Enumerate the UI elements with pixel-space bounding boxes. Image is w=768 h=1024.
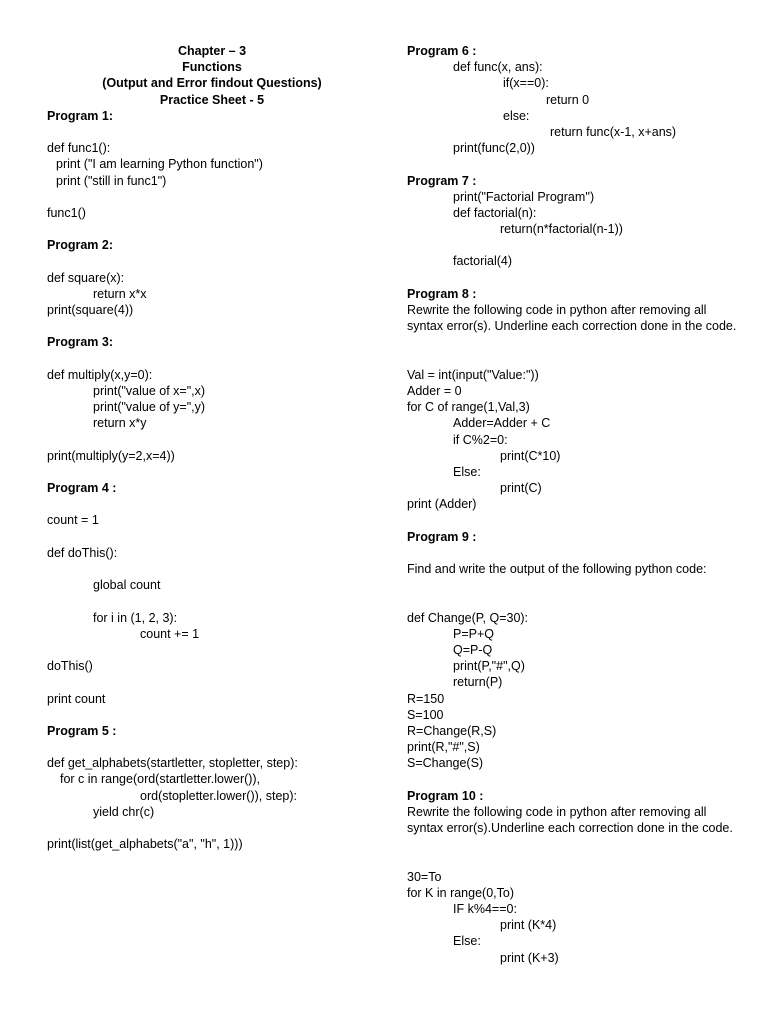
code-line: print("Factorial Program'')	[453, 189, 595, 204]
code-line: print ("I am learning Python function")	[56, 157, 263, 172]
program-4-title: Program 4 :	[47, 481, 117, 496]
code-line: def func1():	[47, 141, 111, 156]
code-line: else:	[503, 108, 530, 123]
code-line: print(P,"#",Q)	[453, 659, 525, 674]
code-line: Q=P-Q	[453, 642, 493, 657]
code-line: S=100	[407, 707, 444, 722]
program-2-title: Program 2:	[47, 238, 113, 253]
code-line: return 0	[546, 92, 590, 107]
code-line: if(x==0):	[503, 76, 549, 91]
code-line: if C%2=0:	[453, 432, 508, 447]
chapter-heading: Chapter – 3	[177, 44, 247, 58]
code-line: Adder = 0	[407, 383, 462, 398]
code-line: for i in (1, 2, 3):	[93, 610, 178, 625]
code-line: R=Change(R,S)	[407, 723, 497, 738]
program-6-title: Program 6 :	[407, 44, 477, 58]
program-9-title: Program 9 :	[407, 529, 477, 544]
code-line: print (K*4)	[500, 918, 557, 933]
code-line: return x*y	[93, 416, 147, 431]
program-3-title: Program 3:	[47, 335, 113, 350]
code-line: IF k%4==0:	[453, 902, 517, 917]
program-10-title: Program 10 :	[407, 788, 484, 803]
code-line: print("value of x=",x)	[93, 383, 206, 398]
code-line: def square(x):	[47, 270, 125, 285]
code-line: print("value of y=",y)	[93, 400, 206, 415]
code-line: yield chr(c)	[93, 804, 155, 819]
code-line: print(multiply(y=2,x=4))	[47, 448, 175, 463]
code-line: for C of range(1,Val,3)	[407, 400, 530, 415]
code-line: print(C)	[500, 481, 542, 496]
code-line: 30=To	[407, 869, 442, 884]
code-line: Else:	[453, 934, 481, 949]
code-line: print (Adder)	[407, 497, 477, 512]
left-column	[47, 43, 377, 852]
code-line: print (K+3)	[500, 950, 559, 965]
code-line: return func(x-1, x+ans)	[550, 124, 677, 139]
code-line: def Change(P, Q=30):	[407, 610, 529, 625]
code-line: P=P+Q	[453, 626, 494, 641]
code-line: print count	[47, 691, 106, 706]
code-line: for c in range(ord(startletter.lower()),	[60, 772, 261, 787]
program-9-description: Find and write the output of the following python code:	[407, 562, 707, 577]
code-line: def multiply(x,y=0):	[47, 367, 153, 382]
code-line: def get_alphabets(startletter, stopletter, step):	[47, 756, 298, 771]
code-line: Else:	[453, 464, 481, 479]
program-7-title: Program 7 :	[407, 173, 477, 188]
code-line: return x*x	[93, 286, 147, 301]
code-line: count = 1	[47, 513, 99, 528]
code-line: R=150	[407, 691, 445, 706]
code-line: return(P)	[453, 675, 503, 690]
code-line: ord(stopletter.lower()), step):	[140, 788, 297, 803]
code-line: print(func(2,0))	[453, 141, 535, 156]
code-line: print(square(4))	[47, 303, 134, 317]
code-line: print(R,"#",S)	[407, 740, 480, 755]
subtitle-heading: (Output and Error findout Questions)	[102, 76, 322, 91]
code-line: def doThis():	[47, 545, 118, 560]
program-1-title: Program 1:	[47, 108, 113, 123]
code-line: func1()	[47, 205, 86, 220]
code-line: print(C*10)	[500, 448, 561, 463]
program-5-title: Program 5 :	[47, 723, 117, 738]
code-line: print(list(get_alphabets("a", "h", 1)))	[47, 837, 243, 852]
code-line: return(n*factorial(n-1))	[500, 222, 623, 237]
code-line: def func(x, ans):	[453, 60, 543, 75]
code-line: doThis()	[47, 659, 93, 674]
code-line: print ("still in func1")	[56, 173, 167, 188]
program-10-description: Rewrite the following code in python after removing all syntax error(s).Underline each correction done in the code.	[407, 804, 733, 836]
topic-heading: Functions	[182, 60, 242, 75]
code-line: def factorial(n):	[453, 205, 537, 220]
program-8-title: Program 8 :	[407, 286, 477, 301]
code-line: Adder=Adder + C	[453, 416, 551, 431]
program-8-description: Rewrite the following code in python after removing all syntax error(s). Underline each correction done in the code.	[407, 303, 737, 334]
right-column	[407, 43, 737, 966]
code-line: for K in range(0,To)	[407, 885, 514, 900]
code-line: global count	[93, 578, 161, 593]
code-line: count += 1	[140, 626, 200, 641]
sheet-heading: Practice Sheet - 5	[159, 92, 265, 107]
code-line: Val = int(input("Value:"))	[407, 367, 539, 382]
code-line: S=Change(S)	[407, 756, 484, 771]
code-line: factorial(4)	[453, 254, 513, 269]
